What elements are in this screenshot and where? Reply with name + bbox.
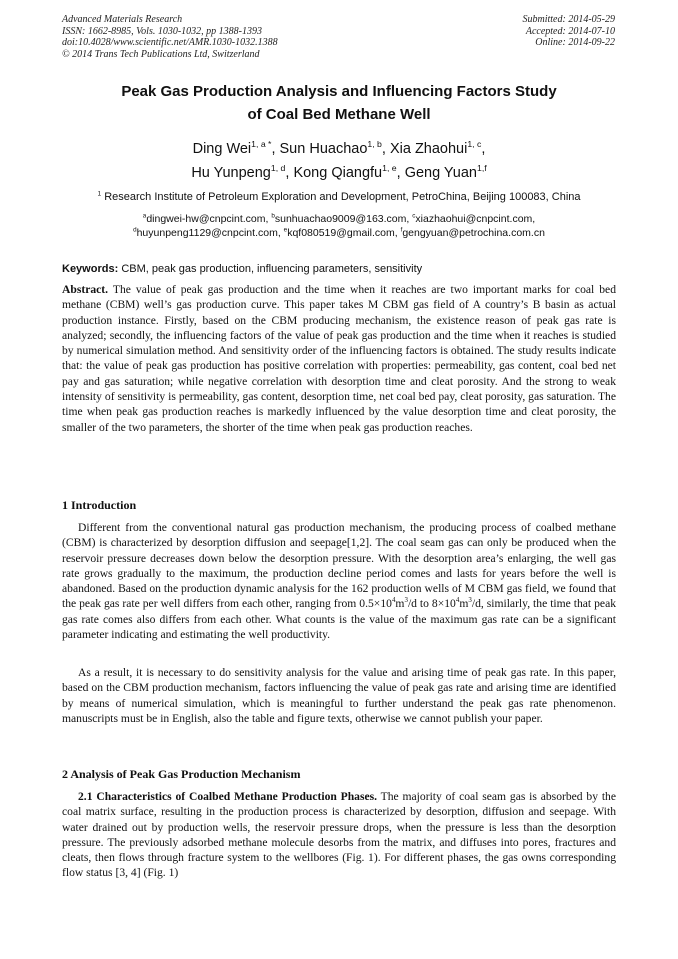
subsection-2-1-label: 2.1 Characteristics of Coalbed Methane Production Phases.: [78, 790, 378, 803]
author-name: Ding Wei: [192, 141, 252, 157]
paper-title-line-1: Peak Gas Production Analysis and Influencing Factors Study: [121, 83, 557, 100]
intro-paragraph-2: As a result, it is necessary to do sensitivity analysis for the value and arising time of peak gas rate. In this paper, based on the CBM production mechanism, factors influencing the value of peak gas rate and arising time are identified by means of numerical simulation, which is meaningful to further understand the peak gas rate phenomenon. manuscripts must be in English, also the table and figure texts, otherwise we cannot publish your paper.: [62, 666, 616, 725]
author-affil-sup: 1, c: [467, 139, 482, 150]
author-name: Sun Huachao: [279, 141, 368, 157]
exponent: 3: [404, 596, 408, 605]
subsection-2-1-paragraph: [62, 789, 616, 881]
journal-doi: doi:10.4028/www.scientific.net/AMR.1030-1032.1388: [62, 37, 278, 48]
submission-dates: [523, 14, 616, 49]
exponent: 4: [455, 596, 460, 605]
keywords-text: CBM, peak gas production, influencing parameters, sensitivity: [121, 263, 423, 275]
journal-copyright: © 2014 Trans Tech Publications Ltd, Switzerland: [62, 48, 260, 60]
author-affil-sup: 1, e: [382, 163, 397, 174]
affiliation-sup: 1: [97, 190, 102, 198]
unit-text: m: [459, 597, 469, 611]
section-heading-introduction: 1 Introduction: [62, 498, 137, 512]
author-affil-sup: 1, b: [367, 139, 382, 150]
submitted-date: Submitted: 2014-05-29: [522, 14, 615, 25]
author-emails: [62, 212, 616, 240]
email-sup: d: [133, 226, 137, 234]
abstract: [62, 282, 616, 435]
email-sup: e: [283, 226, 288, 234]
journal-name: Advanced Materials Research: [62, 14, 183, 25]
intro-p1-text: Different from the conventional natural gas production mechanism, the producing process of coalbed methane (CBM) is characterized by desorption diffusion and seepage[1,2]. The coal seam gas can only be produced when the reservoir pressure decreases down below the desorption pressure. With the desorption area’s enlarging, the well gas rate grows gradually to the maximum, the production decline period comes and lasts for years before the well is abandoned. Based on the production dynamic analysis for the 162 production wells of M CBM gas field, we found that the peak gas rate per well differs from each other, ranging from 0.5×10: [62, 521, 616, 611]
author-name: Kong Qiangfu: [293, 165, 383, 181]
paper-title: [62, 80, 616, 126]
intro-p1-text: /d to 8×10: [407, 597, 456, 611]
author-line-2: Hu Yunpeng$^{1, d}$, Kong Qiangfu$^{1, e}$, Geng Yuan$^{1,f}$: [191, 163, 487, 181]
email-link[interactable]: sunhuachao9009@163.com,: [274, 213, 410, 225]
author-name: Geng Yuan: [404, 165, 477, 181]
intro-paragraph-1: [62, 520, 616, 642]
online-date: Online: 2014-09-22: [535, 37, 615, 48]
affiliation-text: Research Institute of Petroleum Exploration and Development, PetroChina, Beijing 100083, China: [104, 191, 581, 203]
abstract-text: The value of peak gas production and the time when it reaches are two important marks for coal bed methane (CBM) well’s gas production curve. This paper takes M CBM gas field of A country’s B basin as actual production instance. Firstly, based on the CBM producing mechanism, the existence reason of peak gas rate is analyzed; secondly, the influencing factors of the value of peak gas production and the time when it reaches is studied by numerical simulation method. And sensitivity order of the influencing factors is obtained. The study results indicate that: the value of peak gas production has positive correlation with properties: permeability, gas content, coal bed net pay and gas saturation; while negative correlation with desorption time and cleat porosity. And the strong to weak intensity of sensitivity is permeability, gas content, desorption time, net coal bed pay, cleat porosity, gas saturation. The time when peak gas production reaches is markedly influenced by the value desorption time and cleat porosity, the smaller of the two parameters, the shorter of the time when peak gas production reaches.: [62, 283, 616, 434]
email-line-1: [62, 212, 616, 226]
author-name: Hu Yunpeng: [191, 165, 271, 181]
exponent: 3: [468, 596, 472, 605]
subsection-2-1-text: The majority of coal seam gas is absorbed by the coal matrix surface, resulting in the production process is characterized by desorption, diffusion and seepage. With water drained out by production wells, the reservoir pressure drops, when the pressure is less than the desorption pressure. The previously adsorbed methane molecule desorbs from the matrix, and diffuses into pores, fractures and cleats, then flows through fracture system to the wellbores (Fig. 1). For different phases, the gas owns corresponding flow status [3, 4] (Fig. 1): [62, 790, 616, 880]
abstract-label: Abstract.: [62, 283, 109, 296]
email-link[interactable]: kqf080519@gmail.com,: [287, 227, 398, 239]
section-heading-mechanism: 2 Analysis of Peak Gas Production Mechanism: [62, 767, 301, 781]
email-sup: f: [400, 226, 403, 234]
email-link[interactable]: dingwei-hw@cnpcint.com,: [146, 213, 269, 225]
author-affil-sup: 1,f: [477, 163, 487, 174]
author-affil-sup: 1, a *: [251, 139, 272, 150]
journal-info: [62, 14, 278, 60]
email-link[interactable]: xiazhaohui@cnpcint.com,: [415, 213, 536, 225]
author-affil-sup: 1, d: [270, 163, 286, 174]
journal-issn: ISSN: 1662-8985, Vols. 1030-1032, pp 1388-1393: [62, 25, 262, 37]
accepted-date: Accepted: 2014-07-10: [525, 25, 615, 37]
email-sup: a: [142, 212, 147, 220]
author-list: [62, 137, 616, 185]
email-link[interactable]: huyunpeng1129@cnpcint.com,: [136, 227, 281, 239]
keywords-label: Keywords:: [62, 263, 119, 275]
email-line-2: [62, 226, 616, 240]
email-sup: c: [412, 212, 416, 220]
email-link[interactable]: gengyuan@petrochina.com.cn: [402, 227, 545, 239]
intro-p1-text: /d, similarly, the time that peak gas rate comes also differs from each other. What counts is the value of the maximum gas rate can be a significant parameter indicating and estimating the well productivity.: [62, 597, 617, 642]
keywords: [62, 262, 616, 276]
paper-title-line-2: of Coal Bed Methane Well: [247, 106, 431, 123]
author-line-1: Ding Wei$^{1, a *}$, Sun Huachao$^{1, b}$, Xia Zhaohui$^{1, c}$,: [192, 139, 486, 157]
exponent: 4: [391, 596, 396, 605]
unit-text: m: [395, 597, 405, 611]
email-sup: b: [271, 212, 275, 220]
affiliation: [62, 190, 616, 204]
author-name: Xia Zhaohui: [389, 141, 468, 157]
